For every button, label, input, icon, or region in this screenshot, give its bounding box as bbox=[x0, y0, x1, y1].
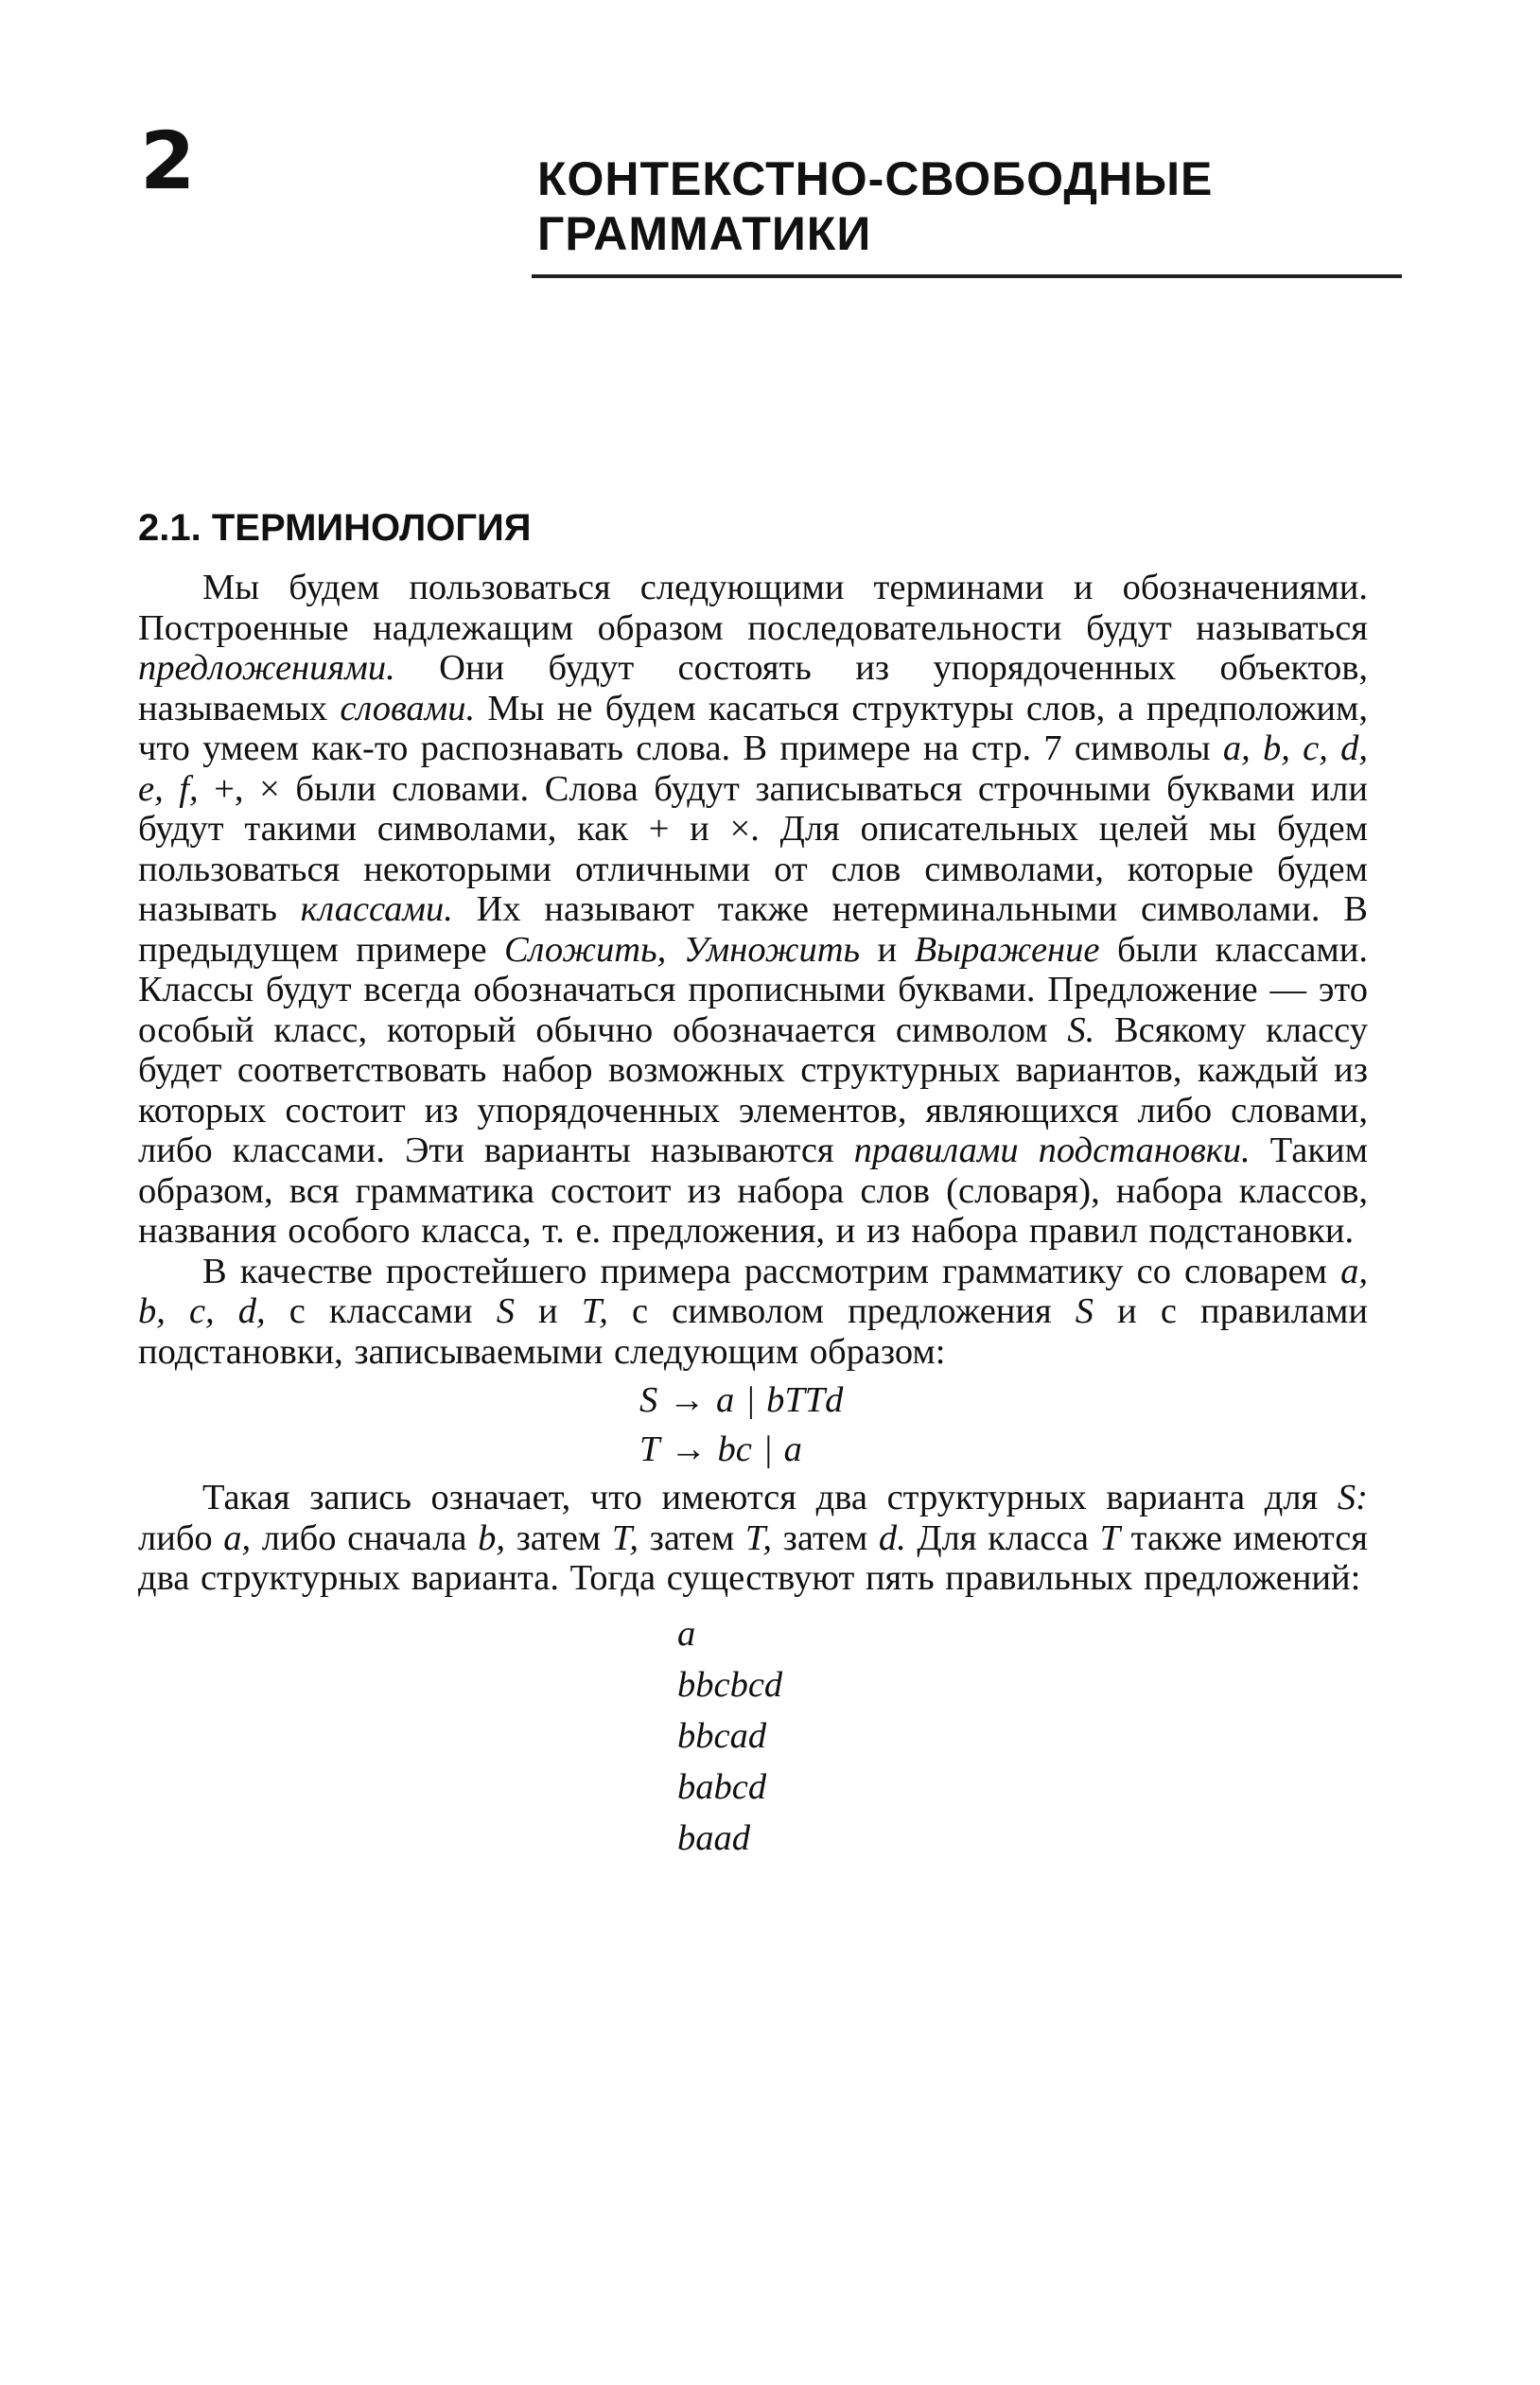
paragraph-text: и bbox=[860, 929, 915, 970]
paragraph-terminology bbox=[138, 568, 1368, 1252]
vocabulary-symbols: a, b, c, d, bbox=[138, 1251, 1368, 1331]
symbol-t: T, bbox=[611, 1517, 639, 1558]
chapter-title-line-2: ГРАММАТИКИ bbox=[537, 207, 872, 260]
paragraph-text: затем bbox=[772, 1517, 879, 1558]
paragraph-text: Для класса bbox=[905, 1517, 1100, 1558]
paragraph-text: затем bbox=[504, 1517, 612, 1558]
paragraph-text: Такая запись означает, что имеются два структурных варианта для bbox=[202, 1478, 1338, 1517]
valid-sentence: bbcad bbox=[677, 1715, 767, 1756]
paragraph-text: Таким образом, вся грамматика состоит из набора слов (словаря), набора классов, названия особого класса, т. е. предложения, и из набора правил подстановки. bbox=[138, 1131, 1368, 1251]
term-sentences: предложениями. bbox=[138, 648, 395, 688]
symbol-a: a, bbox=[223, 1517, 252, 1558]
paragraph-text: и с правилами подстановки, записываемыми следующим образом: bbox=[138, 1291, 1368, 1372]
paragraph-text: Их называют также нетерминальными символами. В предыдущем примере bbox=[138, 889, 1368, 970]
symbol-d: d. bbox=[878, 1517, 906, 1558]
paragraph-text: Мы не будем касаться структуры слов, а предположим, что умеем как-то распознавать слова. В примере на стр. 7 символы bbox=[138, 688, 1368, 768]
example-symbols: a, b, c, d, e, f, bbox=[138, 728, 1368, 809]
paragraph-example-grammar bbox=[138, 1252, 1368, 1373]
sentence-symbol-s: S bbox=[1075, 1291, 1094, 1331]
chapter-title-line-1: КОНТЕКСТНО-СВОБОДНЫЕ bbox=[537, 152, 1214, 205]
symbol-t: T, bbox=[744, 1517, 773, 1558]
paragraph-text: либо сначала bbox=[251, 1517, 479, 1558]
body-text bbox=[138, 568, 1368, 1864]
chapter-title-rule bbox=[532, 274, 1402, 278]
symbol-s: S. bbox=[1067, 1009, 1095, 1050]
chapter-title bbox=[537, 151, 1213, 261]
valid-sentence: bbcbcd bbox=[677, 1664, 783, 1705]
class-s: S bbox=[496, 1291, 515, 1331]
chapter-number: 2 bbox=[140, 114, 196, 207]
valid-sentence: baad bbox=[677, 1817, 750, 1858]
paragraph-text: были классами. Классы будут всегда обозначаться прописными буквами. Предложение — это особый класс, который обычно обозначается символом bbox=[138, 929, 1369, 1050]
rule-t: T → bc | a bbox=[639, 1429, 802, 1469]
rule-s: S → a | bTTd bbox=[639, 1380, 844, 1420]
valid-sentence: a bbox=[677, 1613, 696, 1654]
section-heading: 2.1. ТЕРМИНОЛОГИЯ bbox=[138, 507, 532, 549]
class-name-expression: Выражение bbox=[914, 929, 1100, 970]
substitution-rules bbox=[639, 1376, 1368, 1474]
class-t: T, bbox=[581, 1291, 608, 1331]
valid-sentences-list bbox=[677, 1608, 1368, 1864]
term-classes: классами. bbox=[300, 889, 453, 929]
paragraph-text: +, × были словами. Слова будут записываться строчными буквами или будут такими символами, как + и ×. Для описательных целей мы будем пользоваться некоторыми отличными от слов символами, которые будем называть bbox=[138, 768, 1368, 929]
paragraph-text: также имеются два структурных варианта. Тогда существуют пять правильных предложений: bbox=[138, 1517, 1368, 1598]
paragraph-text: В качестве простейшего примера рассмотрим грамматику со словарем bbox=[202, 1251, 1341, 1291]
paragraph-text: затем bbox=[639, 1517, 745, 1558]
class-names: Сложить, Умножить bbox=[504, 929, 861, 970]
term-words: словами. bbox=[340, 688, 476, 728]
symbol-t: T bbox=[1099, 1517, 1121, 1558]
paragraph-text: с классами bbox=[265, 1291, 497, 1331]
paragraph-explanation bbox=[138, 1478, 1368, 1599]
symbol-s: S: bbox=[1337, 1478, 1368, 1517]
valid-sentence: babcd bbox=[677, 1766, 767, 1807]
paragraph-text: с символом предложения bbox=[607, 1291, 1076, 1331]
paragraph-text: Всякому классу будет соответствовать набор возможных структурных вариантов, каждый из которых состоит из упорядоченных элементов, являющихся либо словами, либо классами. Эти варианты называются bbox=[138, 1009, 1369, 1170]
paragraph-text: Мы будем пользоваться следующими терминами и обозначениями. Построенные надлежащим образом последовательности будут называться bbox=[138, 568, 1368, 648]
paragraph-text: Они будут состоять из упорядоченных объектов, называемых bbox=[138, 648, 1368, 728]
symbol-b: b, bbox=[478, 1517, 505, 1558]
term-substitution-rules: правилами подстановки. bbox=[853, 1131, 1251, 1170]
paragraph-text: либо bbox=[138, 1517, 224, 1558]
paragraph-text: и bbox=[514, 1291, 582, 1331]
